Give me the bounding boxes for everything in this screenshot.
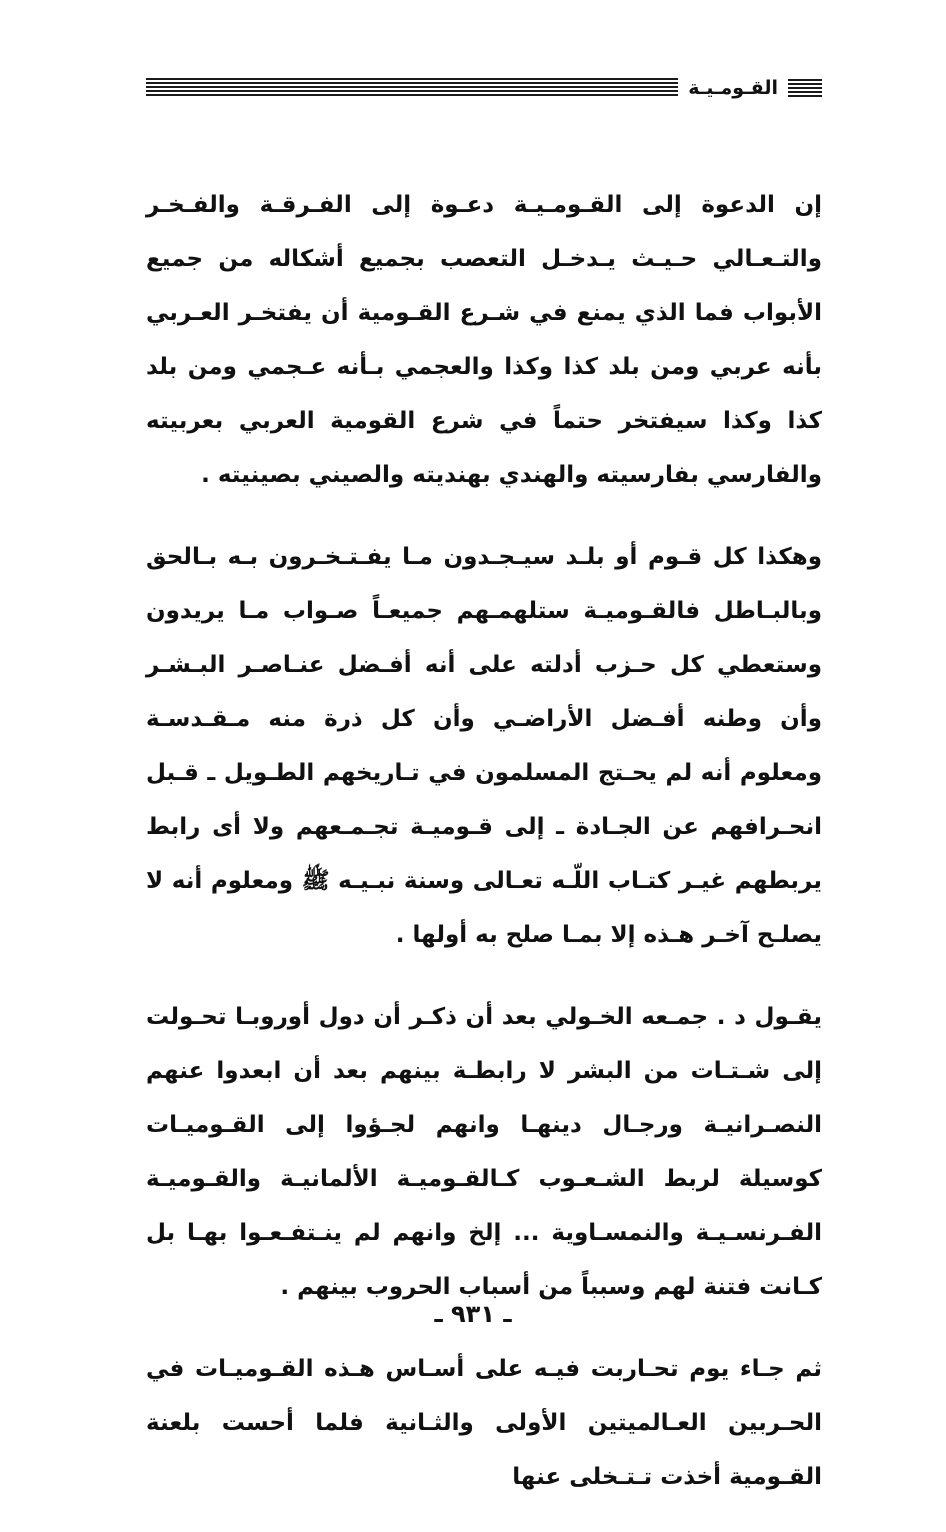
paragraph-4: ثم جـاء يوم تحـاربت فيـه على أسـاس هـذه القـوميـات في الحـربين العـالميتين الأولى والثـانية فلما أحست بلعنة القـومية أخذت تـتـخلى عنها	[146, 1356, 822, 1490]
running-header	[146, 74, 822, 102]
paragraph-1: إن الدعوة إلى القـومـيـة دعـوة إلى الفـرقـة والفـخـر والتـعـالي حـيـث يـدخـل التعصب بجميع أشكاله من جميع الأبواب فما الذي يمنع في شـرع القـومية أن يفتخـر العـربي بأنه عربي ومن بلد كذا وكذا والعجمي بـأنه عـجمي ومن بلد كذا وكذا سيفتخر حتماً في شرع القومية العربي بعربيته والفارسي بفارسيته والهندي بهنديته والصيني بصينيته .	[146, 192, 822, 488]
page-number: ـ ٩٣١ ـ	[434, 1300, 512, 1328]
header-title: القـومـيـة	[688, 77, 778, 99]
header-ornament-right	[788, 79, 822, 97]
paragraph-2: وهكذا كل قـوم أو بلـد سيـجـدون مـا يفـتـخـرون بـه بـالحق وبالبـاطل فالقـوميـة ستلهمـهم جميعـاً صـواب مـا يريدون وستعطي كل حـزب أدلته على أنه أفـضل عنـاصـر البـشـر وأن وطنه أفـضل الأراضـي وأن كل ذرة منه مـقـدسـة ومعلوم أنه لم يحـتج المسلمون في تـاريخهم الطـويل ـ قـبل انحـرافهم عن الجـادة ـ إلى قـوميـة تجـمـعهم ولا أى رابط يربطهم غيـر كتـاب اللّـه تعـالى وسنة نبـيـه ﷺ ومعلوم أنه لا يصلـح آخـر هـذه إلا بمـا صلح به أولها .	[146, 544, 822, 948]
header-rule	[146, 77, 678, 99]
paragraph-3: يقـول د . جمـعه الخـولي بعد أن ذكـر أن دول أوروبـا تحـولت إلى شـتـات من البشر لا رابطـة بينهم بعد أن ابعدوا عنهم النصـرانيـة ورجـال دينهـا وانهم لجـؤوا إلى القـوميـات كوسيلة لربط الشـعـوب كـالقـوميـة الألمانيـة والقـوميـة الفـرنسـيـة والنمسـاوية ... إلخ وانهم لم ينـتفـعـوا بهـا بل كـانت فتنة لهم وسبباً من أسباب الحروب بينهم .	[146, 1004, 822, 1300]
page-body	[146, 178, 822, 1532]
